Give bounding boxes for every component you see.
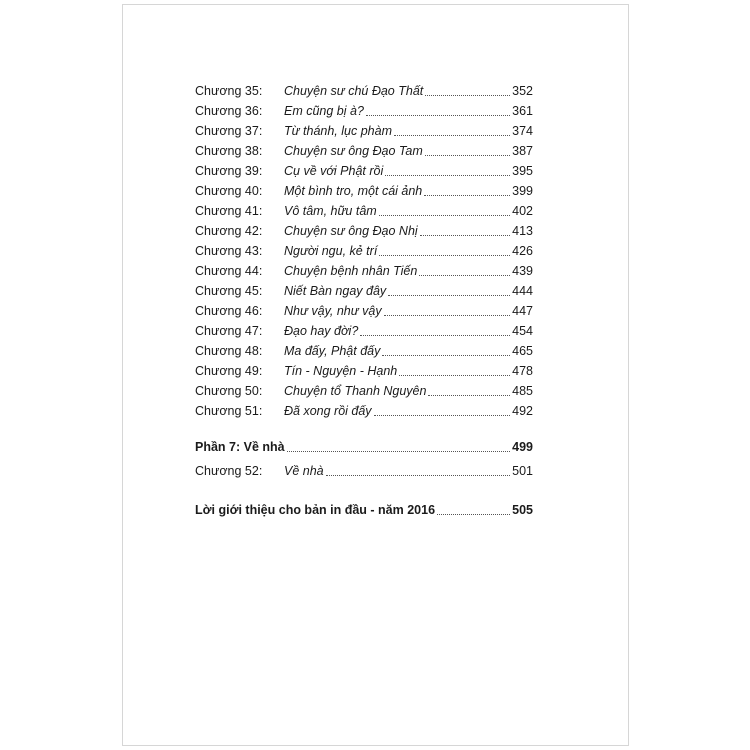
page-number: 501: [512, 464, 533, 478]
page-number: 374: [512, 124, 533, 138]
chapter-label: Chương 38:: [195, 144, 263, 158]
dot-leader: [382, 355, 510, 356]
chapter-label: Chương 48:: [195, 344, 263, 358]
chapter-label: Chương 41:: [195, 204, 263, 218]
dot-leader: [379, 215, 510, 216]
toc-entry: [195, 161, 533, 181]
page-number: 505: [512, 503, 533, 517]
chapter-title: Về nhà: [284, 464, 324, 478]
chapter-label: Chương 49:: [195, 364, 263, 378]
dot-leader: [424, 195, 510, 196]
dot-leader: [366, 115, 510, 116]
chapter-label: Chương 47:: [195, 324, 263, 338]
dot-leader: [385, 175, 510, 176]
chapter-title: Tín - Nguyện - Hạnh: [284, 364, 398, 378]
book-page: [122, 4, 629, 746]
toc-entry: [195, 401, 533, 421]
toc-entry: [195, 461, 533, 481]
toc-entry: [195, 361, 533, 381]
dot-leader: [394, 135, 510, 136]
page-number: 444: [512, 284, 533, 298]
dot-leader: [419, 275, 510, 276]
dot-leader: [425, 95, 510, 96]
toc-entry: [195, 261, 533, 281]
intro-heading: [195, 500, 533, 520]
toc-entry: [195, 301, 533, 321]
chapter-label: Chương 51:: [195, 404, 263, 418]
page-number: 447: [512, 304, 533, 318]
toc-entry: [195, 241, 533, 261]
toc-entry: [195, 381, 533, 401]
toc-entry: [195, 221, 533, 241]
chapter-label: Chương 40:: [195, 184, 263, 198]
page-number: 395: [512, 164, 533, 178]
chapter-title: Người ngu, kẻ trí: [284, 244, 378, 258]
dot-leader: [437, 514, 510, 515]
chapter-label: Chương 45:: [195, 284, 263, 298]
toc-entry: [195, 181, 533, 201]
toc-entry: [195, 101, 533, 121]
chapter-title: Một bình tro, một cái ảnh: [284, 184, 423, 198]
chapter-title: Cụ về với Phật rồi: [284, 164, 384, 178]
chapter-label: Chương 46:: [195, 304, 263, 318]
page-number: 454: [512, 324, 533, 338]
chapter-label: Chương 44:: [195, 264, 263, 278]
dot-leader: [384, 315, 510, 316]
toc-entry: [195, 141, 533, 161]
chapter-title: Chuyện sư ông Đạo Tam: [284, 144, 423, 158]
chapter-label: Chương 36:: [195, 104, 263, 118]
chapter-label: Chương 35:: [195, 84, 263, 98]
dot-leader: [425, 155, 510, 156]
toc-entry: [195, 81, 533, 101]
toc-entry: [195, 321, 533, 341]
dot-leader: [360, 335, 510, 336]
chapter-title: Em cũng bị à?: [284, 104, 364, 118]
chapter-title: Từ thánh, lục phàm: [284, 124, 392, 138]
page-number: 399: [512, 184, 533, 198]
page-number: 352: [512, 84, 533, 98]
chapter-label: Chương 50:: [195, 384, 263, 398]
chapter-title: Ma đấy, Phật đấy: [284, 344, 381, 358]
toc-entry: [195, 281, 533, 301]
chapter-title: Vô tâm, hữu tâm: [284, 204, 377, 218]
chapter-title: Chuyện bệnh nhân Tiến: [284, 264, 418, 278]
dot-leader: [420, 235, 510, 236]
part-title: Phần 7: Về nhà: [195, 440, 285, 454]
chapter-label: Chương 52:: [195, 464, 263, 478]
dot-leader: [428, 395, 510, 396]
dot-leader: [326, 475, 510, 476]
page-number: 492: [512, 404, 533, 418]
table-of-contents: [195, 81, 533, 520]
intro-title: Lời giới thiệu cho bản in đầu - năm 2016: [195, 503, 436, 517]
chapter-title: Như vậy, như vậy: [284, 304, 382, 318]
page-number: 465: [512, 344, 533, 358]
page-number: 402: [512, 204, 533, 218]
toc-entry: [195, 201, 533, 221]
toc-entry: [195, 341, 533, 361]
toc-entry: [195, 121, 533, 141]
chapter-title: Chuyện tổ Thanh Nguyên: [284, 384, 427, 398]
part-heading: [195, 437, 533, 457]
chapter-label: Chương 43:: [195, 244, 263, 258]
page-number: 499: [512, 440, 533, 454]
dot-leader: [287, 451, 510, 452]
dot-leader: [388, 295, 510, 296]
page-number: 485: [512, 384, 533, 398]
chapter-label: Chương 37:: [195, 124, 263, 138]
page-number: 387: [512, 144, 533, 158]
page-number: 439: [512, 264, 533, 278]
chapter-title: Đạo hay đời?: [284, 324, 359, 338]
chapter-label: Chương 42:: [195, 224, 263, 238]
chapter-title: Chuyện sư chú Đạo Thất: [284, 84, 424, 98]
chapter-title: Đã xong rồi đấy: [284, 404, 372, 418]
dot-leader: [374, 415, 510, 416]
chapter-title: Chuyện sư ông Đạo Nhị: [284, 224, 418, 238]
chapter-label: Chương 39:: [195, 164, 263, 178]
page-number: 413: [512, 224, 533, 238]
chapter-title: Niết Bàn ngay đây: [284, 284, 387, 298]
page-number: 478: [512, 364, 533, 378]
page-number: 426: [512, 244, 533, 258]
dot-leader: [399, 375, 510, 376]
page-number: 361: [512, 104, 533, 118]
dot-leader: [379, 255, 510, 256]
